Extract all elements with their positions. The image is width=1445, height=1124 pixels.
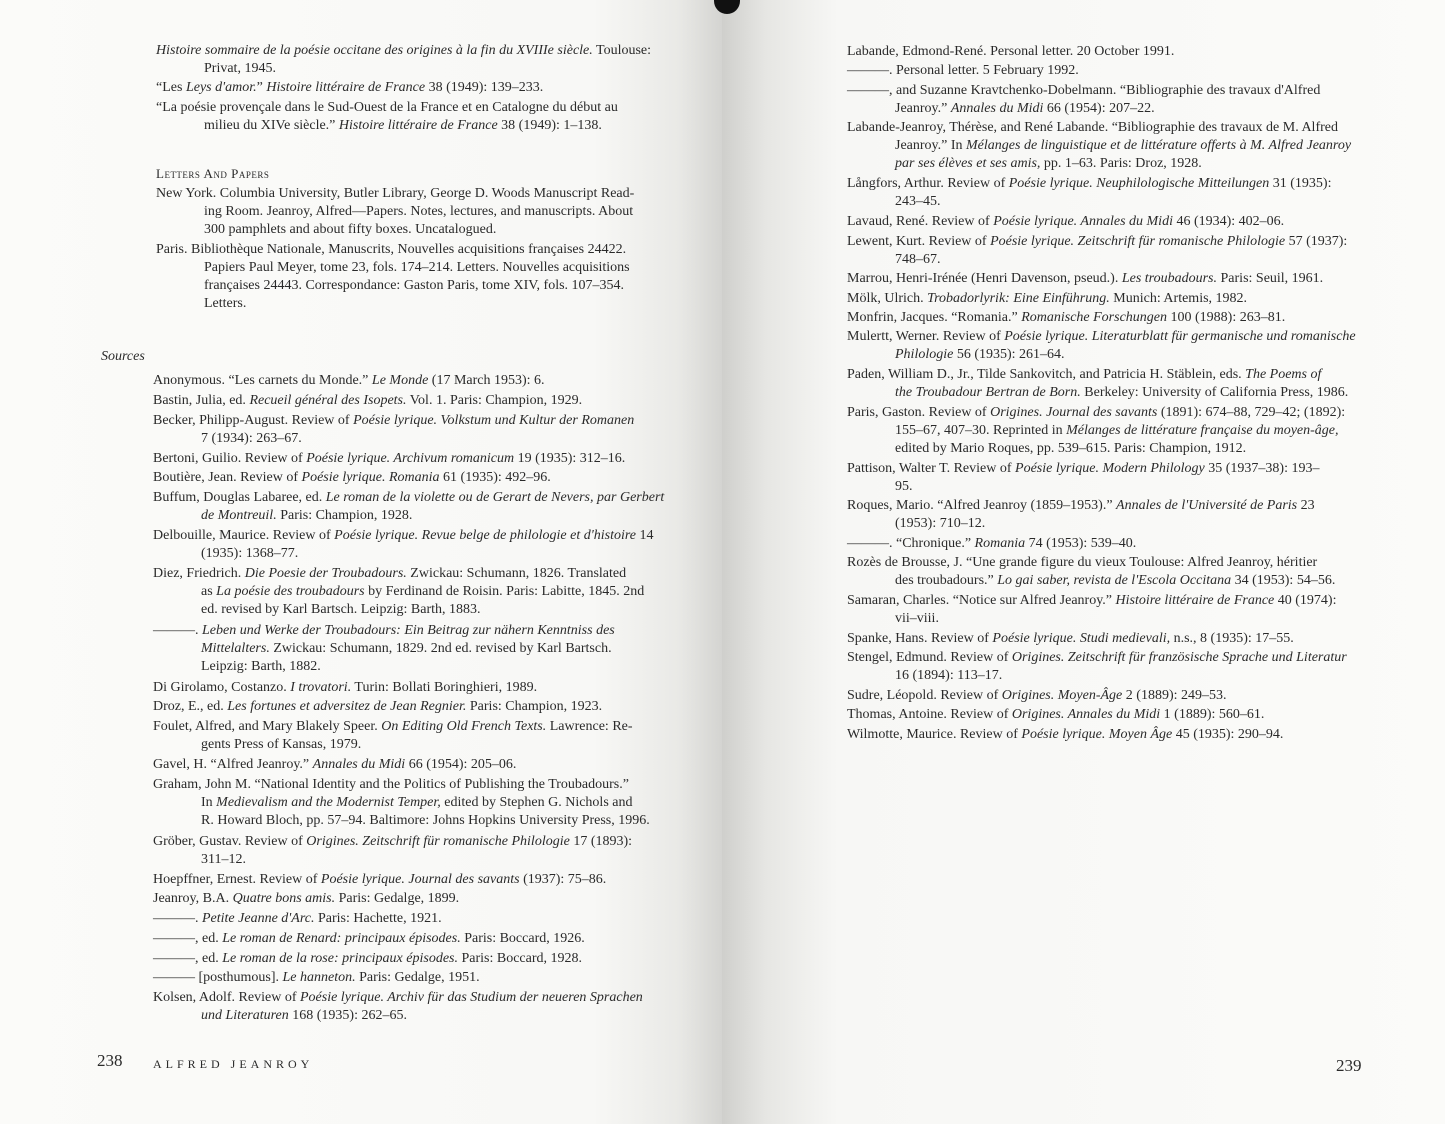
entry-line: 748–67.: [895, 251, 941, 267]
bibliography-entry: [153, 489, 664, 525]
entry-line: Droz, E., ed. Les fortunes et adversitez de Jean Regnier. Paris: Champion, 1923.: [153, 699, 603, 715]
entry-line: Jeanroy, B.A. Quatre bons amis. Paris: Gedalge, 1899.: [153, 891, 460, 907]
bibliography-entry: [156, 241, 630, 313]
bibliography-entry: [156, 42, 651, 78]
entry-line: ———. Personal letter. 5 February 1992.: [847, 63, 1079, 79]
bibliography-entry: [847, 687, 1227, 705]
entry-line: Thomas, Antoine. Review of Origines. Annales du Midi 1 (1889): 560–61.: [847, 707, 1265, 723]
bibliography-entry: [847, 119, 1351, 173]
entry-line: ———. “Chronique.” Romania 74 (1953): 539–40.: [847, 536, 1137, 552]
bibliography-entry: [847, 535, 1136, 553]
entry-line: 300 pamphlets and about fifty boxes. Uncatalogued.: [204, 222, 497, 237]
entry-line: par ses élèves et ses amis, pp. 1–63. Paris: Droz, 1928.: [895, 156, 1202, 172]
entry-line: as La poésie des troubadours by Ferdinand de Roisin. Paris: Labitte, 1845. 2nd: [201, 584, 645, 600]
entry-line: Stengel, Edmund. Review of Origines. Zeitschrift für französische Sprache und Literatur: [847, 650, 1347, 666]
entry-line: 243–45.: [895, 194, 941, 210]
entry-line: R. Howard Bloch, pp. 57–94. Baltimore: Johns Hopkins University Press, 1996.: [201, 812, 650, 828]
entry-line: Lewent, Kurt. Review of Poésie lyrique. Zeitschrift für romanische Philologie 57 (1937):: [847, 233, 1348, 249]
bibliography-entry: [153, 392, 582, 410]
bibliography-entry: [153, 871, 606, 889]
entry-line: Hoepffner, Ernest. Review of Poésie lyrique. Journal des savants (1937): 75–86.: [153, 871, 607, 887]
entry-line: 95.: [895, 478, 913, 494]
sources-heading: Sources: [101, 349, 145, 364]
entry-line: Rozès de Brousse, J. “Une grande figure du vieux Toulouse: Alfred Jeanroy, héritier: [847, 555, 1318, 571]
entry-line: Långfors, Arthur. Review of Poésie lyrique. Neuphilologische Mitteilungen 31 (1935):: [847, 176, 1332, 192]
entry-line: Buffum, Douglas Labaree, ed. Le roman de la violette ou de Gerart de Nevers, par Gerbert: [153, 490, 665, 506]
bibliography-entry: [153, 698, 602, 716]
entry-line: Mulertt, Werner. Review of Poésie lyrique. Literaturblatt für germanische und romanische: [847, 329, 1356, 345]
bibliography-entry: [847, 649, 1347, 685]
entry-line: Spanke, Hans. Review of Poésie lyrique. Studi medievali, n.s., 8 (1935): 17–55.: [847, 630, 1294, 646]
entry-line: Di Girolamo, Costanzo. I trovatori. Turin: Bollati Boringhieri, 1989.: [153, 679, 538, 695]
bibliography-entry: [847, 366, 1348, 402]
entry-line: ———. Petite Jeanne d'Arc. Paris: Hachette, 1921.: [153, 911, 442, 927]
entry-line: Pattison, Walter T. Review of Poésie lyrique. Modern Philology 35 (1937–38): 193–: [847, 460, 1320, 476]
entry-line: Bastin, Julia, ed. Recueil général des Isopets. Vol. 1. Paris: Champion, 1929.: [153, 392, 583, 408]
bibliography-entry: [847, 175, 1331, 211]
entry-line: Letters.: [204, 295, 247, 311]
entry-line: Roques, Mario. “Alfred Jeanroy (1859–1953).” Annales de l'Université de Paris 23: [847, 498, 1315, 514]
bibliography-entry: [847, 497, 1315, 533]
bibliography-entry: [847, 213, 1284, 231]
entry-line: ———, ed. Le roman de Renard: principaux épisodes. Paris: Boccard, 1926.: [153, 930, 585, 946]
entry-line: Jeanroy.” Annales du Midi 66 (1954): 207–22.: [895, 100, 1155, 116]
bibliography-entry: [153, 969, 480, 987]
entry-line: und Literaturen 168 (1935): 262–65.: [201, 1008, 407, 1024]
entry-line: Becker, Philipp-August. Review of Poésie lyrique. Volkstum und Kultur der Romanen: [153, 412, 635, 428]
left-page: [0, 0, 722, 1124]
bibliography-entry: [847, 726, 1283, 744]
entry-line: Monfrin, Jacques. “Romania.” Romanische Forschungen 100 (1988): 263–81.: [847, 309, 1286, 325]
entry-line: vii–viii.: [895, 611, 939, 627]
entry-line: des troubadours.” Lo gai saber, revista de l'Escola Occitana 34 (1953): 54–56.: [895, 573, 1336, 589]
entry-line: (1953): 710–12.: [895, 516, 986, 532]
entry-line: Sudre, Léopold. Review of Origines. Moyen-Âge 2 (1889): 249–53.: [847, 687, 1227, 703]
entry-line: 155–67, 407–30. Reprinted in Mélanges de littérature française du moyen-âge,: [895, 422, 1339, 438]
entry-line: Histoire sommaire de la poésie occitane des origines à la fin du XVIIIe siècle. Toulouse:: [156, 43, 652, 58]
entry-line: Bertoni, Guilio. Review of Poésie lyrique. Archivum romanicum 19 (1935): 312–16.: [153, 450, 626, 466]
bibliography-entry: [153, 890, 459, 908]
bibliography-entry: [153, 372, 545, 390]
right-page: [722, 0, 1445, 1124]
entry-line: de Montreuil. Paris: Champion, 1928.: [201, 508, 413, 524]
bibliography-entry: [153, 718, 633, 754]
entry-line: Foulet, Alfred, and Mary Blakely Speer. On Editing Old French Texts. Lawrence: Re-: [153, 719, 633, 735]
entry-line: Papiers Paul Meyer, tome 23, fols. 174–214. Letters. Nouvelles acquisitions: [204, 259, 630, 275]
entry-line: Labande-Jeanroy, Thérèse, and René Labande. “Bibliographie des travaux de M. Alfred: [847, 120, 1338, 136]
entry-line: ing Room. Jeanroy, Alfred—Papers. Notes, lectures, and manuscripts. About: [204, 204, 634, 219]
entry-line: milieu du XIVe siècle.” Histoire littéraire de France 38 (1949): 1–138.: [204, 117, 602, 133]
entry-line: Diez, Friedrich. Die Poesie der Troubadours. Zwickau: Schumann, 1826. Translated: [153, 566, 627, 582]
entry-line: Mölk, Ulrich. Trobadorlyrik: Eine Einführung. Munich: Artemis, 1982.: [847, 290, 1248, 306]
bibliography-entry: [153, 756, 516, 774]
bibliography-entry: [153, 833, 632, 869]
bibliography-entry: [847, 328, 1356, 364]
entry-line: ———, ed. Le roman de la rose: principaux épisodes. Paris: Boccard, 1928.: [153, 950, 583, 966]
entry-line: ———. Leben und Werke der Troubadours: Ein Beitrag zur nähern Kenntniss des: [153, 623, 615, 638]
bibliography-entry: [153, 910, 442, 928]
bibliography-entry: [847, 62, 1079, 80]
entry-line: françaises 24443. Correspondance: Gaston Paris, tome XIV, fols. 107–354.: [204, 277, 625, 293]
bibliography-entry: [847, 43, 1174, 61]
bibliography-entry: [153, 565, 644, 619]
page-number-right: 239: [1336, 1056, 1362, 1075]
entry-line: Philologie 56 (1935): 261–64.: [895, 347, 1065, 363]
bibliography-entry: [156, 99, 618, 135]
running-head: ALFRED JEANROY: [153, 1057, 314, 1071]
entry-line: Paris. Bibliothèque Nationale, Manuscrits, Nouvelles acquisitions françaises 24422.: [156, 241, 627, 257]
entry-line: Paden, William D., Jr., Tilde Sankovitch, and Patricia H. Stäblein, eds. The Poems of: [847, 366, 1322, 382]
bibliography-entry: [847, 290, 1247, 308]
bibliography-entry: [153, 679, 537, 697]
letters-heading: Letters And Papers: [156, 166, 270, 181]
bibliography-entry: [847, 309, 1285, 327]
entry-line: Paris, Gaston. Review of Origines. Journal des savants (1891): 674–88, 729–42; (1892):: [847, 404, 1346, 420]
entry-line: Graham, John M. “National Identity and the Politics of Publishing the Troubadours.”: [153, 776, 629, 792]
entry-line: Labande, Edmond-René. Personal letter. 20 October 1991.: [847, 44, 1175, 59]
entry-line: Leipzig: Barth, 1882.: [201, 659, 321, 674]
entry-line: In Medievalism and the Modernist Temper, edited by Stephen G. Nichols and: [201, 794, 633, 810]
entry-line: Mittelalters. Zwickau: Schumann, 1829. 2nd ed. revised by Karl Bartsch.: [201, 641, 612, 656]
bibliography-entry: [847, 233, 1347, 269]
bibliography-entry: [153, 989, 643, 1025]
entry-line: ———, and Suzanne Kravtchenko-Dobelmann. “Bibliographie des travaux d'Alfred: [847, 82, 1321, 98]
entry-line: “Les Leys d'amor.” Histoire littéraire de France 38 (1949): 139–233.: [156, 80, 544, 96]
entry-line: Delbouille, Maurice. Review of Poésie lyrique. Revue belge de philologie et d'histoire 14: [153, 528, 654, 544]
bibliography-entry: [153, 622, 615, 676]
bibliography-entry: [153, 527, 654, 563]
entry-line: New York. Columbia University, Butler Library, George D. Woods Manuscript Read-: [156, 186, 635, 201]
entry-line: “La poésie provençale dans le Sud-Ouest de la France et en Catalogne du début au: [156, 99, 618, 115]
bibliography-entry: [153, 776, 650, 830]
entry-line: Wilmotte, Maurice. Review of Poésie lyrique. Moyen Âge 45 (1935): 290–94.: [847, 726, 1284, 742]
entry-line: Gröber, Gustav. Review of Origines. Zeitschrift für romanische Philologie 17 (1893):: [153, 833, 633, 849]
bibliography-entry: [156, 185, 634, 239]
bibliography-entry: [847, 706, 1264, 724]
bibliography-entry: [153, 469, 551, 487]
bibliography-entry: [153, 412, 634, 448]
entry-line: 311–12.: [201, 851, 246, 867]
bibliography-entry: [153, 930, 585, 948]
page-number-left: 238: [97, 1051, 123, 1070]
entry-line: Lavaud, René. Review of Poésie lyrique. Annales du Midi 46 (1934): 402–06.: [847, 214, 1285, 230]
entry-line: Anonymous. “Les carnets du Monde.” Le Monde (17 March 1953): 6.: [153, 373, 545, 388]
bibliography-entry: [847, 404, 1345, 458]
entry-line: 7 (1934): 263–67.: [201, 430, 302, 446]
entry-line: Kolsen, Adolf. Review of Poésie lyrique. Archiv für das Studium der neueren Sprachen: [153, 990, 643, 1006]
entry-line: ed. revised by Karl Bartsch. Leipzig: Barth, 1883.: [201, 602, 481, 618]
entry-line: Samaran, Charles. “Notice sur Alfred Jeanroy.” Histoire littéraire de France 40 (1974):: [847, 593, 1337, 609]
entry-line: edited by Mario Roques, pp. 539–615. Paris: Champion, 1912.: [895, 440, 1247, 456]
entry-line: (1935): 1368–77.: [201, 546, 299, 562]
entry-line: Privat, 1945.: [204, 61, 276, 76]
bibliography-entry: [153, 950, 582, 968]
bibliography-entry: [847, 592, 1336, 628]
bibliography-entry: [847, 82, 1320, 118]
entry-line: Marrou, Henri-Irénée (Henri Davenson, pseud.). Les troubadours. Paris: Seuil, 1961.: [847, 271, 1324, 287]
entry-line: the Troubadour Bertran de Born. Berkeley: University of California Press, 1986.: [895, 384, 1349, 400]
entry-line: Jeanroy.” In Mélanges de linguistique et de littérature offerts à M. Alfred Jeanroy: [895, 138, 1352, 154]
bibliography-entry: [847, 630, 1294, 648]
bibliography-entry: [156, 79, 543, 97]
entry-line: Boutière, Jean. Review of Poésie lyrique. Romania 61 (1935): 492–96.: [153, 470, 551, 486]
bibliography-entry: [847, 554, 1335, 590]
bibliography-entry: [847, 270, 1323, 288]
bibliography-entry: [153, 450, 625, 468]
entry-line: Gavel, H. “Alfred Jeanroy.” Annales du Midi 66 (1954): 205–06.: [153, 757, 517, 773]
entry-line: ——— [posthumous]. Le hanneton. Paris: Gedalge, 1951.: [153, 970, 480, 986]
bibliography-entry: [847, 460, 1319, 496]
entry-line: gents Press of Kansas, 1979.: [201, 737, 362, 753]
entry-line: 16 (1894): 113–17.: [895, 668, 1003, 684]
